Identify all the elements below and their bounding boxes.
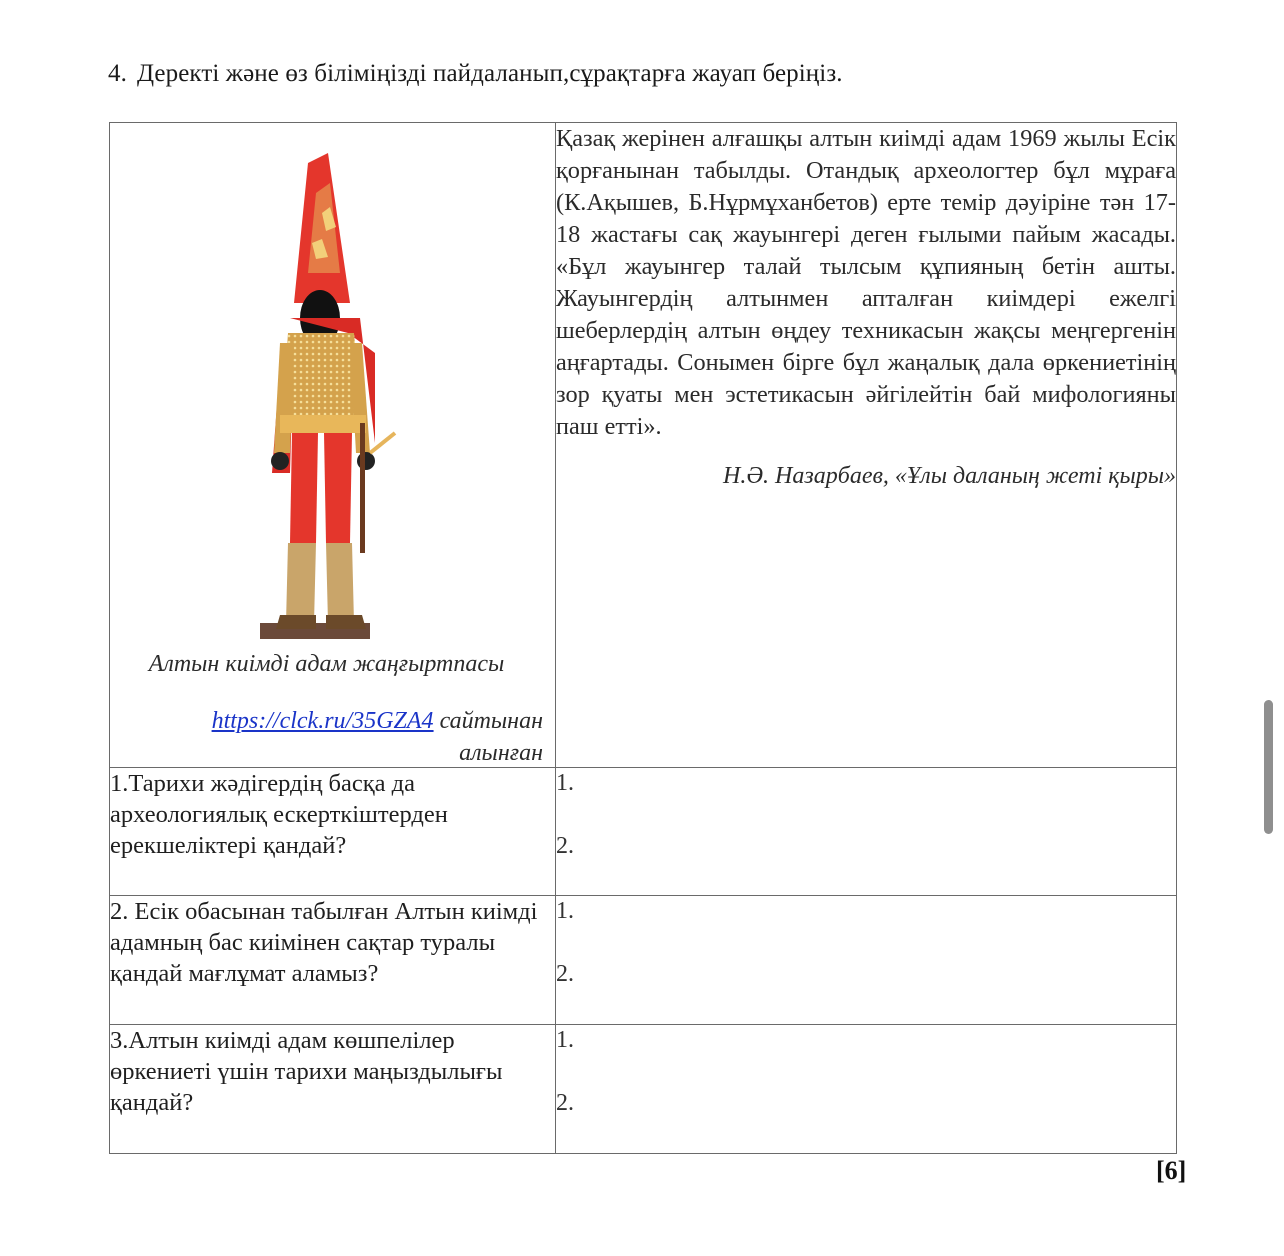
answer-cell[interactable]	[556, 896, 1177, 1025]
worksheet-table	[109, 122, 1177, 1154]
quote-cell	[556, 123, 1177, 768]
image-source	[123, 705, 543, 769]
task-heading	[108, 60, 843, 88]
question-text: 3.Алтын киімді адам көшпелілер өркениеті үшін тарихи маңыздылығы қандай?	[110, 1025, 556, 1154]
quote-text: Қазақ жерінен алғашқы алтын киімді адам 1969 жылы Есік қорғанынан табылды. Отандық археологтер бұл мұраға (К.Ақышев, Б.Нұрмұханбетов) ерте темір дәуіріне тән 17-18 жастағы сақ жауынгері деген ғылыми пайым жасады. «Бұл жауынгер талай тылсым құпияның бетін ашты. Жауынгердің алтынмен апталған киімдері ежелгі шеберлердің алтын өңдеу техникасын жақсы меңгергенін аңғартады. Сонымен бірге бұл жаңалық дала өркениетінің зор қуаты мен эстетикасын әйгілейтін бай мифологияны паш етті».	[556, 125, 1176, 440]
question-text: 2. Есік обасынан табылған Алтын киімді адамның бас киімінен сақтар туралы қандай мағлұмат аламыз?	[110, 896, 556, 1025]
task-instruction: Деректі және өз біліміңізді пайдаланып,сұрақтарға жауап беріңіз.	[136, 60, 843, 87]
question-row	[110, 896, 1177, 1025]
answer-line-2[interactable]: 2.	[556, 961, 574, 987]
score-label: [6]	[1156, 1156, 1187, 1185]
answer-cell[interactable]	[556, 1025, 1177, 1154]
answer-line-1[interactable]: 1.	[556, 770, 574, 796]
source-suffix: сайтынан алынған	[433, 708, 543, 766]
quote-author: Н.Ә. Назарбаев, «Ұлы даланың жеті қыры»	[723, 463, 1176, 489]
question-text: 1.Тарихи жәдігердің басқа да археологиялық ескерткіштерден ерекшеліктері қандай?	[110, 768, 556, 896]
answer-line-1[interactable]: 1.	[556, 898, 574, 924]
image-cell	[110, 123, 556, 768]
scrollbar-thumb[interactable]	[1264, 700, 1273, 834]
question-row	[110, 768, 1177, 896]
source-row	[110, 123, 1177, 768]
answer-line-2[interactable]: 2.	[556, 833, 574, 859]
source-link[interactable]: https://clck.ru/35GZA4	[211, 708, 434, 734]
task-number: 4.	[108, 60, 127, 87]
image-caption: Алтын киімді адам жаңғыртпасы	[148, 651, 505, 677]
question-row	[110, 1025, 1177, 1154]
golden-man-figure-icon	[250, 153, 420, 643]
answer-line-2[interactable]: 2.	[556, 1090, 574, 1116]
answer-cell[interactable]	[556, 768, 1177, 896]
answer-line-1[interactable]: 1.	[556, 1027, 574, 1053]
